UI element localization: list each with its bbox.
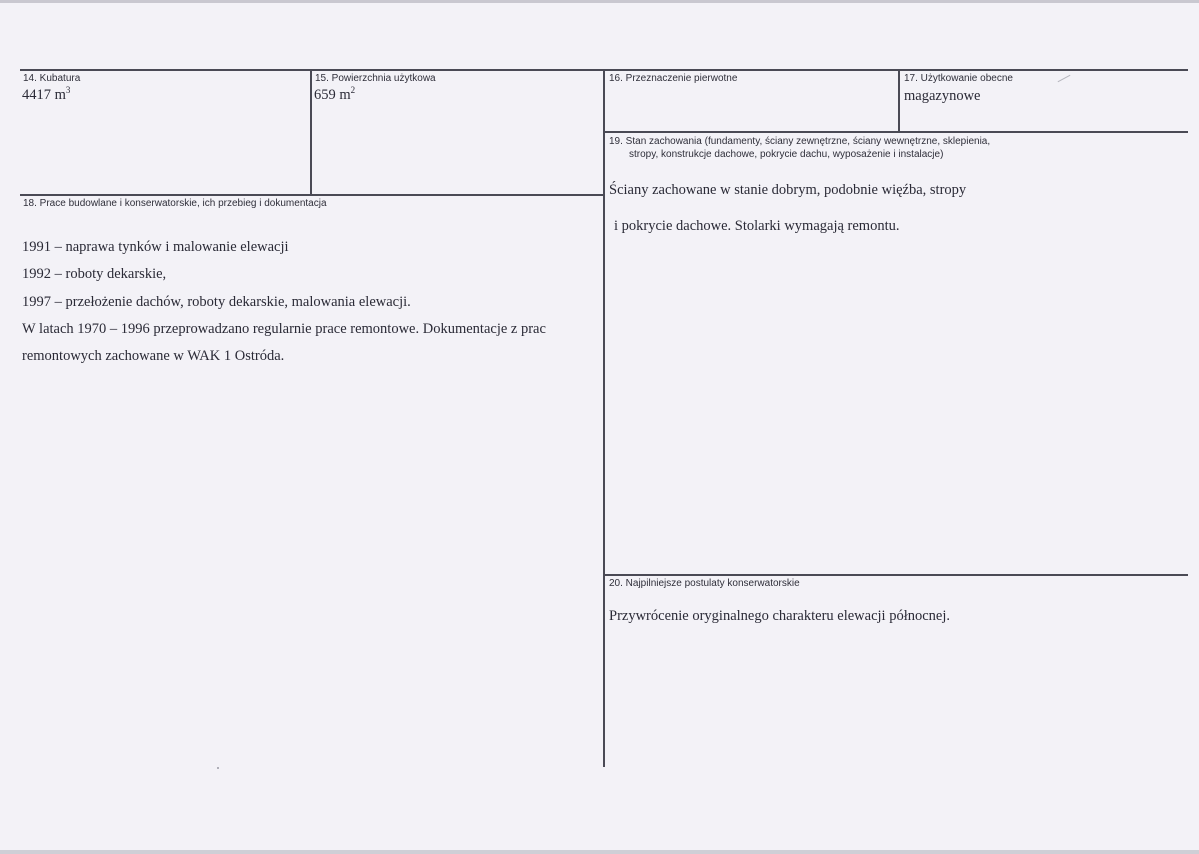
kubatura-value [22,86,70,104]
rule-under-17 [604,131,1188,133]
postulaty-label: 20. Najpilniejsze postulaty konserwatorskie [609,578,800,589]
divider-center [603,69,605,767]
page-edge-top [0,0,1199,3]
prace-label: 18. Prace budowlane i konserwatorskie, ich przebieg i dokumentacja [23,198,327,209]
powierzchnia-value [314,86,355,104]
paper-speck [217,767,219,769]
divider-14-15 [310,69,312,195]
uzytkowanie-value: magazynowe [904,88,981,104]
rule-above-18 [20,194,605,196]
stan-text-line-2: i pokrycie dachowe. Stolarki wymagają remontu. [614,218,900,234]
rule-above-20 [604,574,1188,576]
kubatura-exponent: 3 [65,85,71,96]
kubatura-number: 4417 m [22,87,66,103]
prace-text-line-3: 1997 – przełożenie dachów, roboty dekarskie, malowania elewacji. [22,294,411,310]
powierzchnia-exponent: 2 [350,85,356,96]
uzytkowanie-label: 17. Użytkowanie obecne [904,73,1013,84]
stan-label-line-1: 19. Stan zachowania (fundamenty, ściany zewnętrzne, ściany wewnętrzne, sklepienia, [609,136,991,147]
divider-16-17 [898,69,900,132]
powierzchnia-number: 659 m [314,87,351,103]
pen-stroke-mark [1058,75,1071,82]
prace-text-line-4: W latach 1970 – 1996 przeprowadzano regularnie prace remontowe. Dokumentacje z prac [22,321,546,337]
stan-text-line-1: Ściany zachowane w stanie dobrym, podobnie więźba, stropy [609,182,967,198]
powierzchnia-label: 15. Powierzchnia użytkowa [315,73,436,84]
prace-text-line-5: remontowych zachowane w WAK 1 Ostróda. [22,348,285,364]
prace-text-line-1: 1991 – naprawa tynków i malowanie elewacji [22,239,289,255]
page-edge-bottom [0,850,1199,854]
kubatura-label: 14. Kubatura [23,73,81,84]
przeznaczenie-label: 16. Przeznaczenie pierwotne [609,73,738,84]
stan-label-line-2: stropy, konstrukcje dachowe, pokrycie dachu, wyposażenie i instalacje) [629,149,944,160]
postulaty-text-line-1: Przywrócenie oryginalnego charakteru elewacji północnej. [609,608,951,624]
prace-text-line-2: 1992 – roboty dekarskie, [22,266,167,282]
